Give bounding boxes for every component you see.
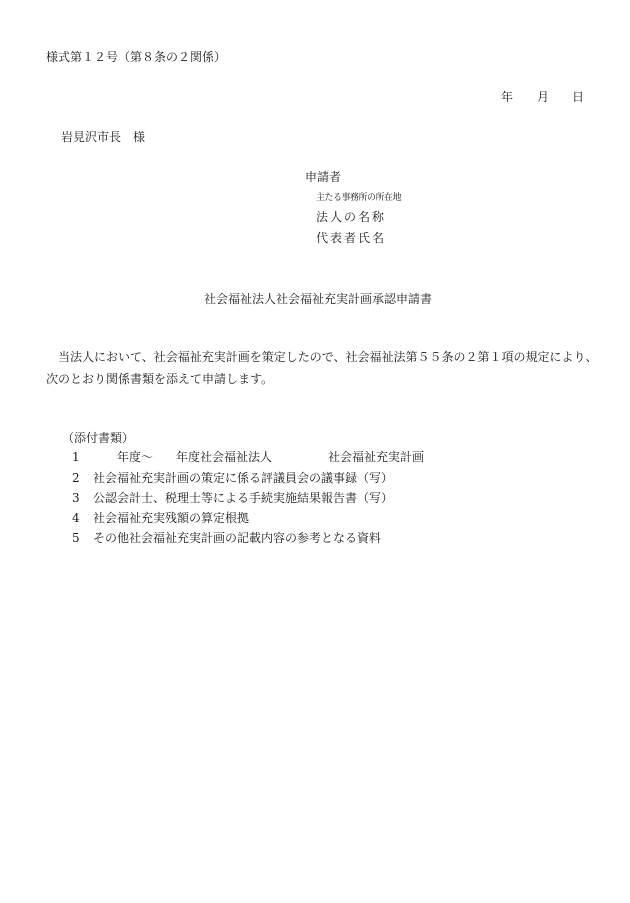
attachment-item-text: 社会福祉充実計画の策定に係る評議員会の議事録（写） (93, 471, 394, 485)
body-line-1: 当法人において、社会福祉充実計画を策定したので、社会福祉法第５５条の２第１項の規定により、 (58, 350, 598, 364)
attachment-item-num: 2 (72, 471, 80, 485)
applicant-heading: 申請者 (305, 170, 342, 184)
attachment-item-1 (0, 450, 630, 464)
document-title: 社会福祉法人社会福祉充実計画承認申請書 (204, 292, 433, 306)
attachments-heading: （添付書類） (62, 431, 135, 445)
attachment-item-text: その他社会福祉充実計画の記載内容の参考となる資料 (93, 531, 382, 545)
attachment-item-1-fy-to: 年度社会福祉法人 (176, 450, 273, 464)
attachment-item-num: 5 (72, 531, 80, 545)
date-month: 月 (537, 90, 550, 104)
attachment-item-1-fy-from: 年度～ (117, 450, 154, 464)
attachment-item-5 (0, 531, 630, 545)
date-year: 年 (501, 90, 514, 104)
attachment-item-3 (0, 491, 630, 505)
attachment-item-num: 3 (72, 491, 80, 505)
applicant-name-label: 法人の名称 (316, 210, 387, 224)
form-number: 様式第１２号（第８条の２関係） (46, 50, 227, 64)
attachment-item-4 (0, 511, 630, 525)
applicant-rep-label: 代表者氏名 (316, 231, 387, 245)
applicant-address-label: 主たる事務所の所在地 (316, 193, 402, 203)
attachment-item-2 (0, 471, 630, 485)
attachment-item-text: 公認会計士、税理士等による手続実施結果報告書（写） (93, 491, 394, 505)
attachment-item-1-plan: 社会福祉充実計画 (328, 450, 425, 464)
date-day: 日 (572, 90, 585, 104)
body-line-2: 次のとおり関係書類を添えて申請します。 (46, 372, 274, 386)
attachment-item-num: 4 (72, 511, 80, 525)
attachment-item-1-num: 1 (72, 450, 80, 464)
addressee: 岩見沢市長 様 (61, 130, 146, 144)
body-paragraph (46, 346, 598, 390)
attachment-item-text: 社会福祉充実残額の算定根拠 (93, 511, 250, 525)
